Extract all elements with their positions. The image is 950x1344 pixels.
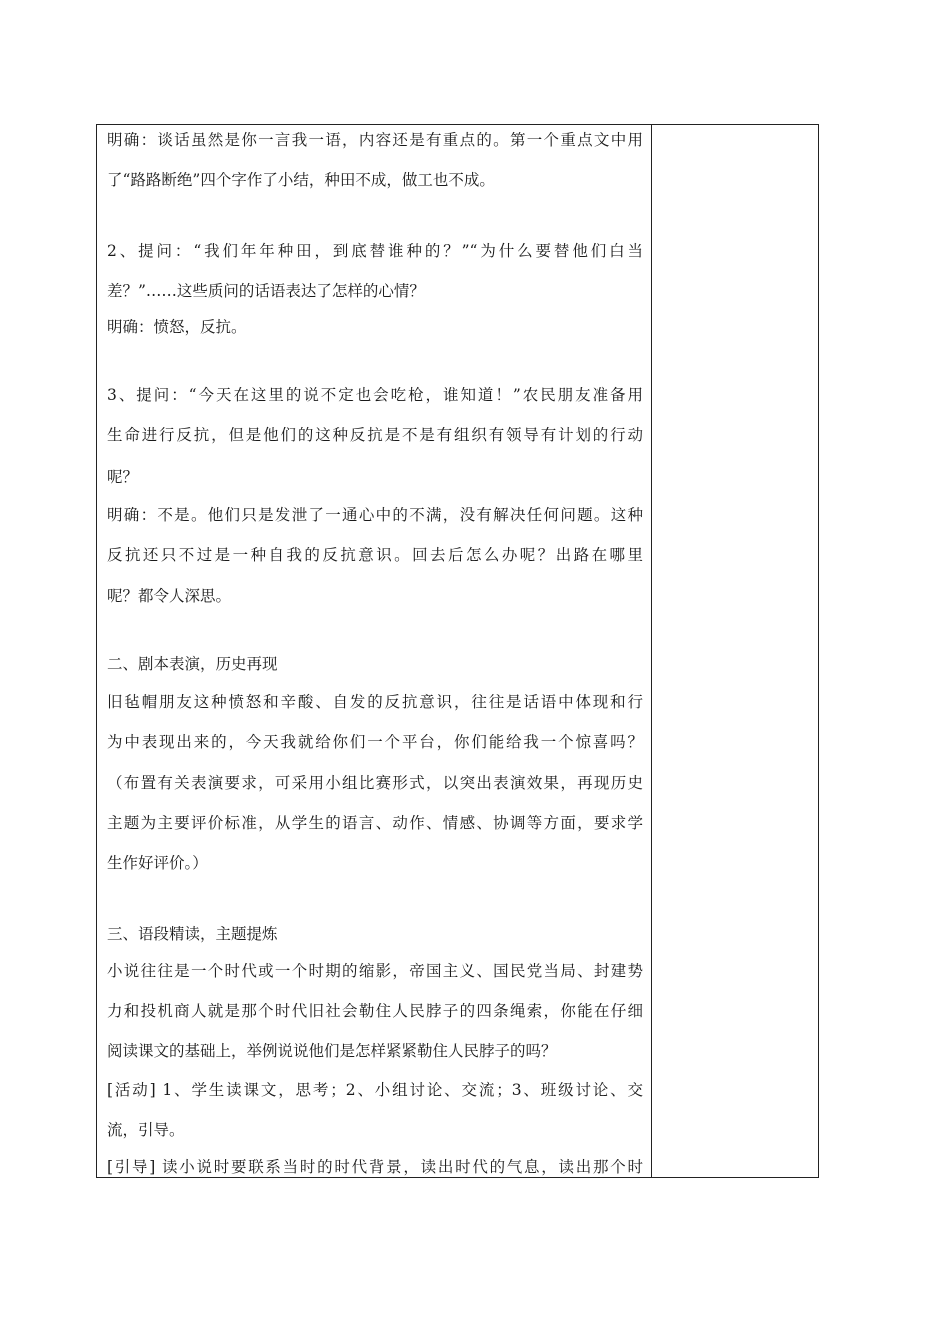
section-heading: 二、剧本表演，历史再现 <box>107 655 278 673</box>
text-line: [引导] 读小说时要联系当时的时代背景，读出时代的气息，读出那个时 <box>107 1158 643 1176</box>
text-line: 旧毡帽朋友这种愤怒和辛酸、自发的反抗意识，往往是话语中体现和行 <box>107 693 643 711</box>
text-line: 生作好评价。） <box>107 854 208 872</box>
text-line: （布置有关表演要求，可采用小组比赛形式，以突出表演效果，再现历史 <box>107 774 643 792</box>
section-heading: 三、语段精读，主题提炼 <box>107 925 278 943</box>
text-line: [活动] 1、学生读课文，思考；2、小组讨论、交流；3、班级讨论、交 <box>107 1081 643 1099</box>
text-line: 明确：谈话虽然是你一言我一语，内容还是有重点的。第一个重点文中用 <box>107 131 643 149</box>
text-line: 了“路路断绝”四个字作了小结，种田不成，做工也不成。 <box>107 171 495 189</box>
text-line: 小说往往是一个时代或一个时期的缩影，帝国主义、国民党当局、封建势 <box>107 962 643 980</box>
text-line: 差？”……这些质问的话语表达了怎样的心情？ <box>107 282 425 300</box>
notes-column <box>652 125 818 1177</box>
lesson-plan-table <box>96 124 819 1178</box>
text-line: 呢？都令人深思。 <box>107 587 232 605</box>
text-line: 明确：不是。他们只是发泄了一通心中的不满，没有解决任何问题。这种 <box>107 506 643 524</box>
text-line: 3、提问：“今天在这里的说不定也会吃枪，谁知道！”农民朋友准备用 <box>107 386 643 404</box>
text-line: 明确：愤怒，反抗。 <box>107 318 247 336</box>
text-line: 流，引导。 <box>107 1121 185 1139</box>
text-line: 生命进行反抗，但是他们的这种反抗是不是有组织有领导有计划的行动 <box>107 426 643 444</box>
text-line: 呢？ <box>107 468 139 486</box>
text-line: 阅读课文的基础上，举例说说他们是怎样紧紧勒住人民脖子的吗？ <box>107 1042 557 1060</box>
text-line: 2、提问：“我们年年种田，到底替谁种的？”“为什么要替他们白当 <box>107 242 643 260</box>
text-line: 为中表现出来的，今天我就给你们一个平台，你们能给我一个惊喜吗？ <box>107 733 643 751</box>
text-line: 主题为主要评价标准，从学生的语言、动作、情感、协调等方面，要求学 <box>107 814 643 832</box>
text-line: 反抗还只不过是一种自我的反抗意识。回去后怎么办呢？出路在哪里 <box>107 546 643 564</box>
text-line: 力和投机商人就是那个时代旧社会勒住人民脖子的四条绳索，你能在仔细 <box>107 1002 643 1020</box>
